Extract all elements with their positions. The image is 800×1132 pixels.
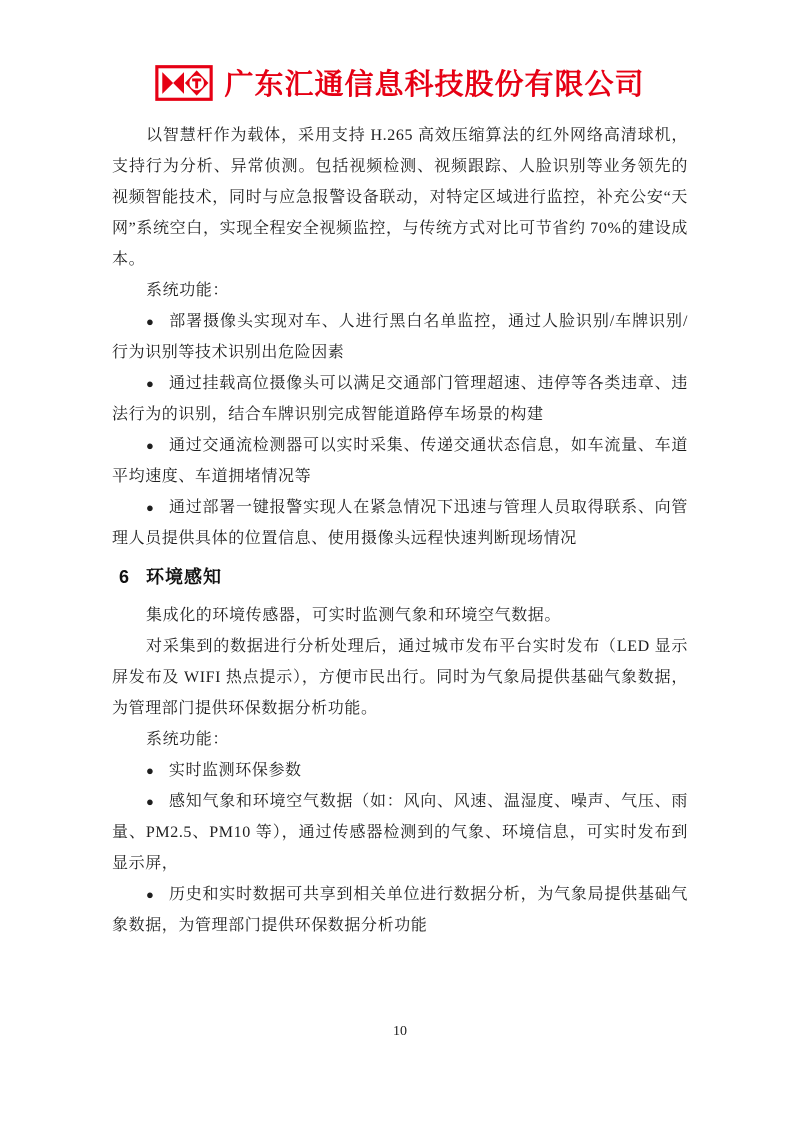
bullet-text: 通过部署一键报警实现人在紧急情况下迅速与管理人员取得联系、向管理人员提供具体的位置信息、使用摄像头远程快速判断现场情况 — [112, 499, 688, 547]
bullet-text: 实时监测环保参数 — [168, 762, 302, 779]
bullet-item — [112, 492, 688, 554]
bullet-icon: ● — [146, 500, 154, 515]
bullet-icon: ● — [146, 438, 154, 453]
bullet-text: 感知气象和环境空气数据（如：风向、风速、温湿度、噪声、气压、雨量、PM2.5、PM10 等），通过传感器检测到的气象、环境信息，可实时发布到显示屏， — [112, 793, 688, 872]
company-name: 广东汇通信息科技股份有限公司 — [224, 69, 645, 101]
section-title: 环境感知 — [146, 567, 223, 587]
bullet-item — [112, 879, 688, 941]
paragraph-environment-analysis: 对采集到的数据进行分析处理后，通过城市发布平台实时发布（LED 显示屏发布及 WIFI 热点提示），方便市民出行。同时为气象局提供基础气象数据，为管理部门提供环保数据分析功能。 — [112, 638, 688, 717]
bullet-text: 历史和实时数据可共享到相关单位进行数据分析，为气象局提供基础气象数据，为管理部门提供环保数据分析功能 — [112, 886, 688, 934]
section-number: 6 — [119, 567, 130, 587]
label-system-functions-video: 系统功能： — [146, 282, 230, 299]
bullet-item — [112, 430, 688, 492]
bullet-icon: ● — [146, 314, 155, 329]
bullet-icon: ● — [146, 763, 154, 778]
company-header — [0, 0, 800, 103]
bullet-item — [112, 786, 688, 879]
bullet-text: 通过交通流检测器可以实时采集、传递交通状态信息，如车流量、车道平均速度、车道拥堵情况等 — [112, 437, 688, 485]
label-system-functions-environment: 系统功能： — [146, 731, 230, 748]
bullet-text: 通过挂载高位摄像头可以满足交通部门管理超速、违停等各类违章、违法行为的识别，结合车牌识别完成智能道路停车场景的构建 — [112, 375, 688, 423]
page-number: 10 — [393, 1024, 407, 1039]
document-body — [112, 120, 688, 941]
bullet-text: 部署摄像头实现对车、人进行黑白名单监控，通过人脸识别/车牌识别/行为识别等技术识别出危险因素 — [112, 313, 688, 361]
paragraph-environment-intro: 集成化的环境传感器，可实时监测气象和环境空气数据。 — [146, 607, 562, 624]
company-logo-icon — [155, 64, 213, 102]
bullet-item — [112, 306, 688, 368]
section-heading-environment — [112, 562, 688, 593]
bullet-icon: ● — [146, 794, 154, 809]
bullet-item — [112, 368, 688, 430]
bullet-icon: ● — [146, 887, 154, 902]
bullet-icon: ● — [146, 376, 154, 391]
paragraph-video-intro: 以智慧杆作为载体，采用支持 H.265 高效压缩算法的红外网络高清球机，支持行为分析、异常侦测。包括视频检测、视频跟踪、人脸识别等业务领先的视频智能技术，同时与应急报警设备联动，对特定区域进行监控，补充公安“天网”系统空白，实现全程安全视频监控，与传统方式对比可节省约 70%的建设成本。 — [112, 127, 688, 268]
bullet-item — [112, 755, 688, 786]
